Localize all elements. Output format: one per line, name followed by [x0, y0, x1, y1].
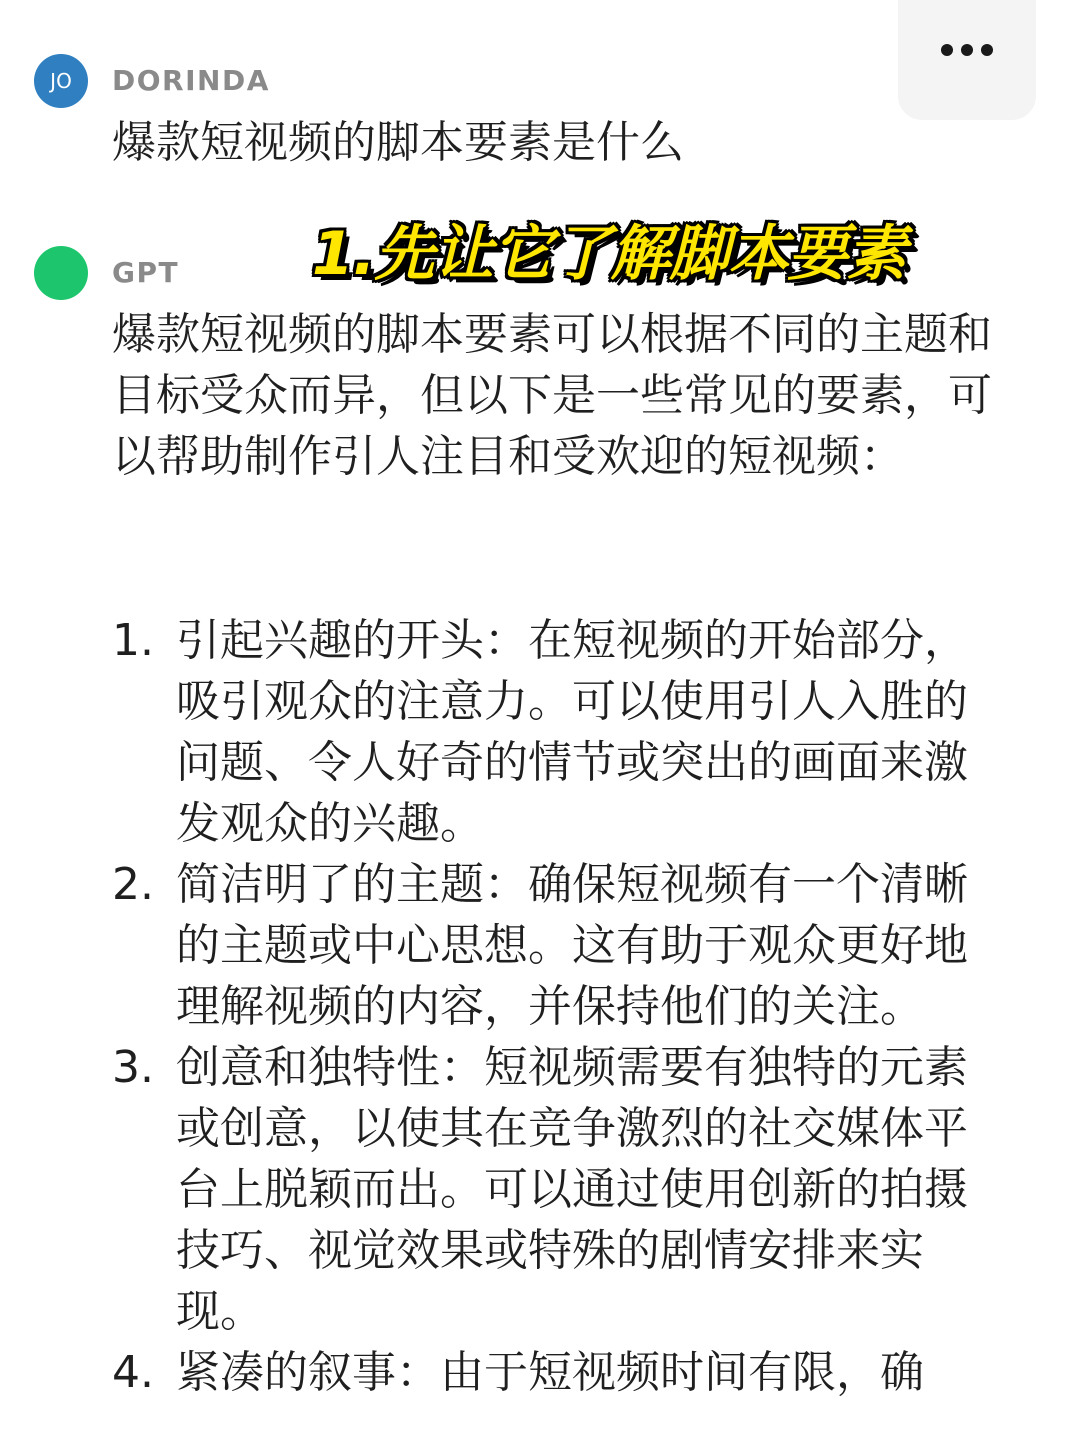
- gpt-avatar: [34, 246, 88, 300]
- user-avatar: [34, 54, 88, 108]
- list-item-number: 4.: [112, 1347, 154, 1398]
- user-name: DORINDA: [112, 64, 270, 97]
- user-avatar-initials: JO: [50, 69, 72, 93]
- list-item: [112, 610, 988, 854]
- user-message: 爆款短视频的脚本要素是什么: [112, 117, 684, 168]
- ellipsis-icon: [941, 44, 993, 56]
- list-item-number: 3.: [112, 1042, 154, 1093]
- list-item-text: 简洁明了的主题：确保短视频有一个清晰的主题或中心思想。这有助于观众更好地理解视频的内容，并保持他们的关注。: [176, 859, 968, 1032]
- gpt-intro: 爆款短视频的脚本要素可以根据不同的主题和目标受众而异，但以下是一些常见的要素，可以帮助制作引人注目和受欢迎的短视频：: [112, 309, 992, 482]
- gpt-list: [112, 610, 992, 1403]
- gpt-name: GPT: [112, 256, 180, 289]
- more-options-button[interactable]: [898, 0, 1036, 120]
- list-item-number: 1.: [112, 615, 154, 666]
- overlay-caption: 1.先让它了解脚本要素: [312, 219, 906, 289]
- list-item: [112, 854, 988, 1037]
- list-item-number: 2.: [112, 859, 154, 910]
- list-item: [112, 1037, 988, 1342]
- list-item-text: 紧凑的叙事：由于短视频时间有限，确: [176, 1347, 924, 1398]
- list-item: [112, 1342, 988, 1403]
- list-item-text: 创意和独特性：短视频需要有独特的元素或创意，以使其在竞争激烈的社交媒体平台上脱颖而出。可以通过使用创新的拍摄技巧、视觉效果或特殊的剧情安排来实现。: [176, 1042, 968, 1337]
- gpt-message: [112, 304, 992, 1398]
- list-item-text: 引起兴趣的开头：在短视频的开始部分，吸引观众的注意力。可以使用引人入胜的问题、令人好奇的情节或突出的画面来激发观众的兴趣。: [176, 615, 968, 849]
